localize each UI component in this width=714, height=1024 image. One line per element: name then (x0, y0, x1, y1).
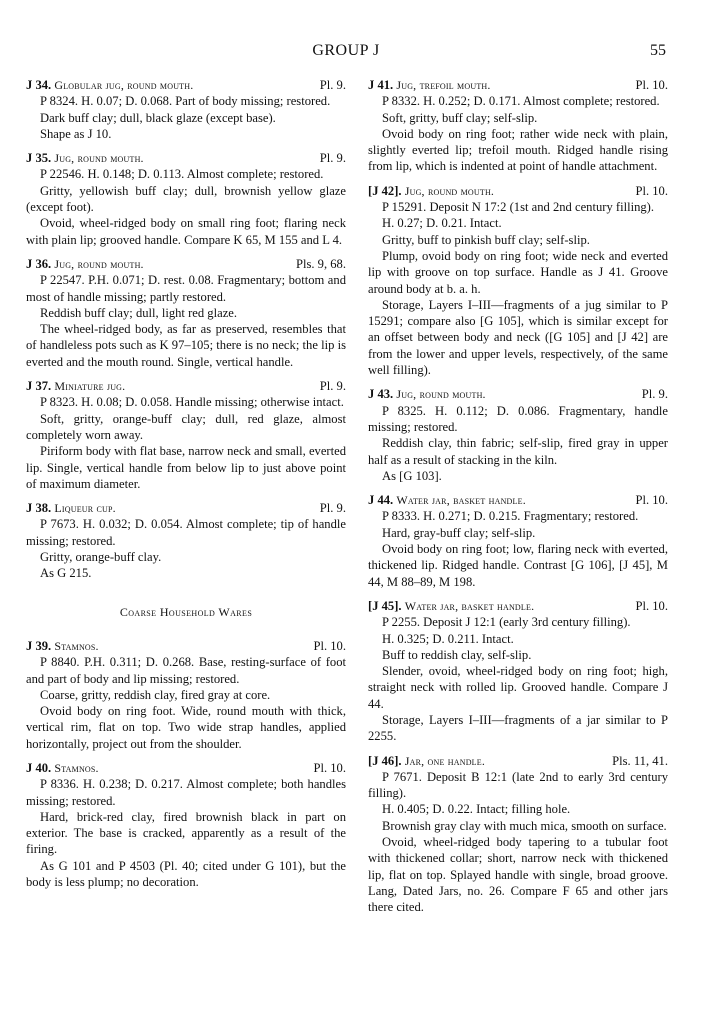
entry-heading-left (26, 77, 193, 93)
right-entries (368, 77, 668, 916)
entry-heading (26, 150, 346, 166)
entry-heading-left (368, 386, 486, 402)
plate-reference: Pl. 10. (635, 493, 668, 508)
page-number: 55 (650, 42, 666, 59)
entry-heading-left (368, 77, 491, 93)
entry-heading-left (368, 492, 526, 508)
catalog-entry (368, 386, 668, 484)
entry-paragraph: P 7673. H. 0.032; D. 0.054. Almost complete; tip of handle missing; restored. (26, 517, 346, 548)
entry-heading (26, 256, 346, 272)
left-entries (26, 77, 346, 582)
left-column (26, 77, 346, 898)
entry-paragraph: Gritty, yellowish buff clay; dull, brownish yellow glaze (except foot). (26, 183, 346, 215)
entry-name: Stamnos. (54, 760, 99, 775)
entry-paragraph: Hard, brick-red clay, fired brownish black in part on exterior. The base is cracked, apparently as a result of the firing. (26, 809, 346, 857)
plate-reference: Pl. 9. (641, 387, 668, 402)
entry-paragraph: Reddish clay, thin fabric; self-slip, fired gray in upper half as a result of stacking in the kiln. (368, 436, 668, 467)
entry-number: J 40. (26, 760, 52, 775)
left-entries-continued (26, 638, 346, 890)
entry-paragraph: Ovoid body on ring foot; low, flaring neck with everted, thickened lip. Ridged handle. Contrast [G 106], [J 45], M 44, M 88–89, M 198. (368, 542, 668, 589)
plate-reference: Pl. 10. (313, 760, 346, 775)
entry-heading (368, 77, 668, 93)
entry-heading-left (26, 500, 116, 516)
plate-reference: Pls. 9, 68. (295, 256, 346, 271)
entry-paragraph: Dark buff clay; dull, black glaze (except base). (40, 110, 276, 125)
entry-heading-left (368, 183, 494, 199)
entry-name: Liqueur cup. (54, 501, 116, 516)
catalog-entry (26, 150, 346, 248)
entry-paragraph: H. 0.405; D. 0.22. Intact; filling hole. (382, 802, 571, 817)
entry-heading (26, 378, 346, 394)
catalog-entry (368, 753, 668, 916)
catalog-entry (26, 500, 346, 581)
entry-paragraph: Soft, gritty, orange-buff clay; dull, red glaze, almost completely worn away. (26, 411, 346, 442)
entry-heading (26, 760, 346, 776)
entry-paragraph: Storage, Layers I–III—fragments of a jug similar to P 15291; compare also [G 105], which is similar except for an offset between body and neck ([G 105] and [J 42] are from the lower and upper levels, respectively, of the same well filling). (368, 297, 668, 378)
plate-reference: Pl. 9. (319, 501, 346, 516)
entry-paragraph: Storage, Layers I–III—fragments of a jar similar to P 2255. (368, 712, 668, 744)
entry-heading (368, 492, 668, 508)
entry-paragraph: Gritty, orange-buff clay. (40, 550, 162, 565)
entry-paragraph: Brownish gray clay with much mica, smooth on surface. (382, 818, 667, 833)
entry-paragraph: P 8324. H. 0.07; D. 0.068. Part of body missing; restored. (40, 94, 331, 109)
entry-name: Jug, trefoil mouth. (396, 78, 491, 92)
entry-heading-left (26, 760, 99, 776)
entry-paragraph: Hard, gray-buff clay; self-slip. (382, 525, 536, 540)
entry-heading (26, 77, 346, 93)
entry-paragraph: H. 0.27; D. 0.21. Intact. (382, 216, 502, 231)
entry-name: Jug, round mouth. (54, 151, 144, 166)
entry-paragraph: P 8336. H. 0.238; D. 0.217. Almost complete; both handles missing; restored. (26, 777, 346, 808)
entry-paragraph: As G 101 and P 4503 (Pl. 40; cited under G 101), but the body is less plump; no decoration. (26, 858, 346, 890)
catalog-entry (26, 378, 346, 492)
entry-paragraph: H. 0.325; D. 0.211. Intact. (382, 631, 514, 646)
entry-heading (26, 500, 346, 516)
entry-heading (368, 598, 668, 614)
entry-number: J 44. (368, 493, 394, 508)
entry-heading (368, 183, 668, 199)
catalog-entry (26, 256, 346, 370)
plate-reference: Pls. 11, 41. (612, 753, 668, 768)
entry-paragraph: Coarse, gritty, reddish clay, fired gray at core. (40, 687, 271, 702)
entry-name: Miniature jug. (54, 379, 126, 394)
entry-heading-left (368, 753, 485, 769)
entry-name: Water jar, basket handle. (404, 598, 535, 613)
entry-paragraph: As G 215. (40, 566, 92, 581)
plate-reference: Pl. 10. (313, 638, 346, 653)
entry-number: J 39. (26, 638, 52, 653)
right-column (368, 77, 668, 924)
catalog-entry (26, 77, 346, 142)
entry-number: J 43. (368, 387, 394, 402)
entry-heading-left (26, 638, 99, 654)
entry-heading (368, 386, 668, 402)
entry-paragraph: Buff to reddish clay, self-slip. (382, 647, 532, 662)
entry-paragraph: The wheel-ridged body, as far as preserved, resembles that of handleless pots such as K 97–105; there is no neck; the lip is everted and the mouth round. Single, vertical handle. (26, 322, 346, 369)
catalog-entry (368, 492, 668, 590)
entry-paragraph: Shape as J 10. (40, 126, 112, 141)
plate-reference: Pl. 9. (319, 379, 346, 394)
entry-paragraph: Ovoid, wheel-ridged body on small ring foot; flaring neck with plain lip; grooved handle. Compare K 65, M 155 and L 4. (26, 216, 346, 247)
entry-heading-left (26, 378, 125, 394)
entry-paragraph: Ovoid body on ring foot; rather wide neck with plain, slightly everted lip; trefoil mouth. Ridged handle rising from lip, which is indented at point of handle attachment. (368, 126, 668, 174)
entry-paragraph: P 8323. H. 0.08; D. 0.058. Handle missing; otherwise intact. (40, 395, 344, 410)
entry-name: Globular jug, round mouth. (54, 78, 194, 92)
entry-paragraph: P 2255. Deposit J 12:1 (early 3rd century filling). (382, 615, 631, 630)
entry-paragraph: P 8333. H. 0.271; D. 0.215. Fragmentary; restored. (382, 509, 639, 524)
entry-paragraph: Slender, ovoid, wheel-ridged body on ring foot; high, straight neck with rolled lip. Grooved handle. Compare J 44. (368, 664, 668, 711)
entry-paragraph: Plump, ovoid body on ring foot; wide neck and everted lip with groove on top surface. Handle as J 41. Groove around body at b. a. h. (368, 248, 668, 296)
entry-heading-left (26, 256, 144, 272)
catalog-entry (368, 598, 668, 745)
entry-paragraph: P 8332. H. 0.252; D. 0.171. Almost complete; restored. (382, 94, 660, 109)
page-header (26, 42, 666, 64)
plate-reference: Pl. 10. (635, 598, 668, 613)
entry-paragraph: P 8325. H. 0.112; D. 0.086. Fragmentary, handle missing; restored. (368, 403, 668, 434)
entry-name: Water jar, basket handle. (396, 493, 526, 508)
entry-number: [J 46]. (368, 753, 402, 768)
entry-paragraph: P 15291. Deposit N 17:2 (1st and 2nd century filling). (382, 200, 655, 215)
catalog-entry (368, 183, 668, 379)
entry-heading (368, 753, 668, 769)
entry-number: J 35. (26, 151, 52, 166)
catalog-entry (26, 760, 346, 890)
entry-number: J 37. (26, 379, 52, 394)
entry-number: J 36. (26, 256, 52, 271)
entry-heading-left (368, 598, 534, 614)
plate-reference: Pl. 10. (635, 183, 668, 198)
entry-name: Jug, round mouth. (404, 183, 495, 198)
entry-paragraph: Reddish buff clay; dull, light red glaze. (40, 305, 238, 320)
entry-number: J 41. (368, 78, 394, 92)
entry-name: Jug, round mouth. (54, 256, 144, 271)
entry-heading-left (26, 150, 144, 166)
entry-name: Jug, round mouth. (396, 387, 486, 402)
entry-paragraph: P 22546. H. 0.148; D. 0.113. Almost complete; restored. (40, 167, 324, 182)
plate-reference: Pl. 9. (319, 151, 346, 166)
entry-number: J 34. (26, 78, 52, 92)
entry-paragraph: P 8840. P.H. 0.311; D. 0.268. Base, resting-surface of foot and part of body and lip missing; restored. (26, 655, 346, 686)
catalog-entry (26, 638, 346, 752)
entry-name: Stamnos. (54, 638, 99, 653)
entry-paragraph: Soft, gritty, buff clay; self-slip. (382, 110, 538, 125)
entry-paragraph: P 7671. Deposit B 12:1 (late 2nd to early 3rd century filling). (368, 769, 668, 801)
catalog-entry (368, 77, 668, 175)
entry-paragraph: Piriform body with flat base, narrow neck and small, everted lip. Single, vertical handle from below lip to just above point of maximum diameter. (26, 444, 347, 491)
entry-paragraph: Ovoid body on ring foot. Wide, round mouth with thick, vertical rim, flat on top. Two wide strap handles, applied horizontally, project out from the shoulder. (26, 704, 346, 751)
entry-paragraph: Gritty, buff to pinkish buff clay; self-slip. (382, 232, 590, 247)
entry-paragraph: P 22547. P.H. 0.071; D. rest. 0.08. Fragmentary; bottom and most of handle missing; partly restored. (26, 273, 346, 304)
plate-reference: Pl. 9. (319, 78, 346, 92)
entry-number: J 38. (26, 501, 52, 516)
running-title: GROUP J (312, 42, 380, 59)
entry-paragraph: As [G 103]. (382, 468, 442, 483)
plate-reference: Pl. 10. (635, 78, 668, 92)
section-heading: Coarse Household Wares (119, 604, 253, 619)
entry-heading (26, 638, 346, 654)
entry-name: Jar, one handle. (404, 753, 486, 768)
entry-number: [J 45]. (368, 598, 402, 613)
entry-paragraph: Ovoid, wheel-ridged body tapering to a tubular foot with thickened collar; short, narrow neck with thickened lip, flat on top. Splayed handle with single, broad groove. Lang, Dated Jars, no. 26. Compare F 65 and other jars there cited. (368, 835, 668, 915)
entry-number: [J 42]. (368, 183, 402, 198)
